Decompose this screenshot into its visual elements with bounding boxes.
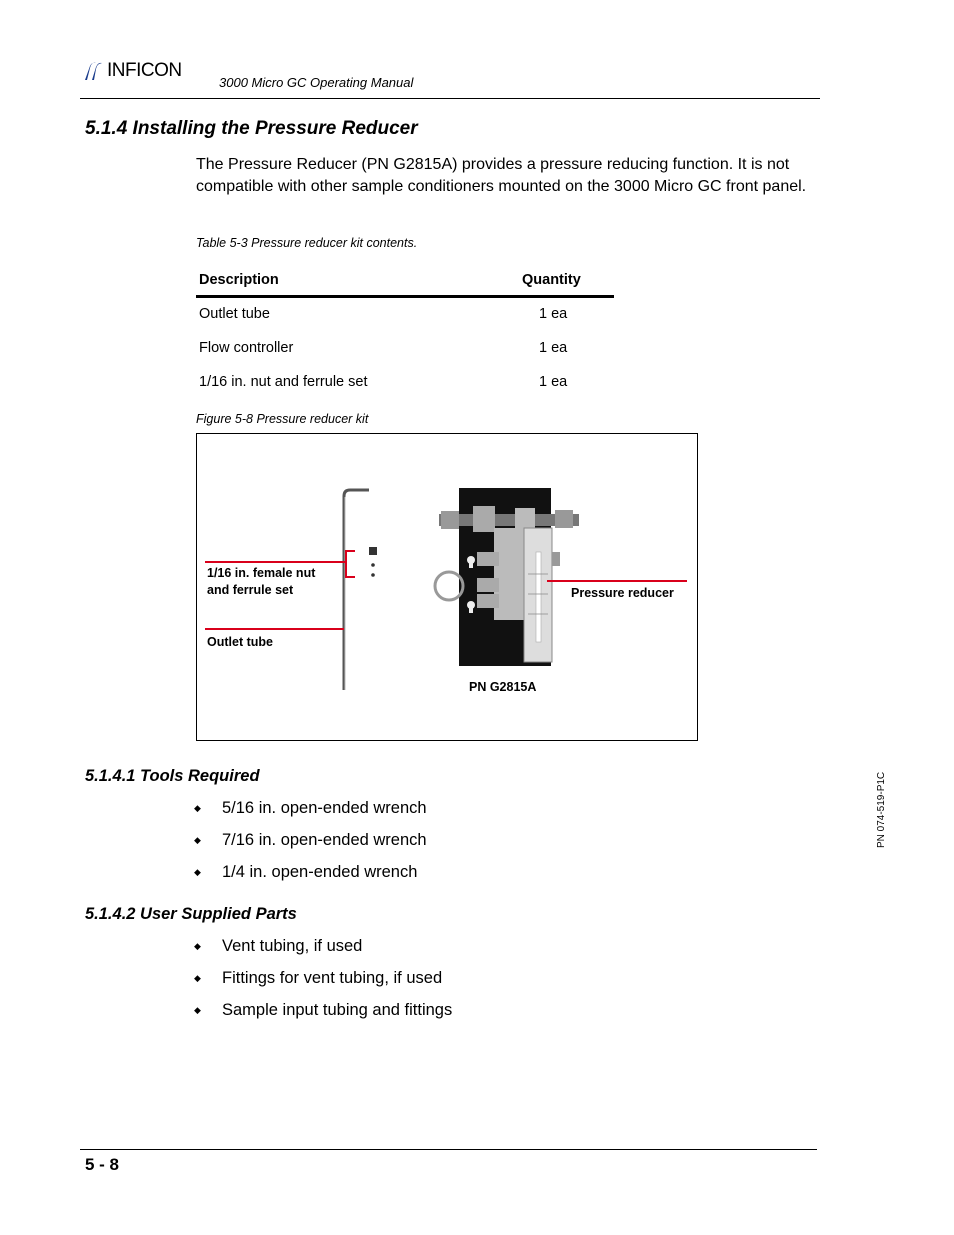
table-header-quantity: Quantity bbox=[522, 272, 581, 288]
table-row-description: Outlet tube bbox=[199, 306, 270, 322]
table-row-quantity: 1 ea bbox=[539, 340, 568, 356]
footer-rule bbox=[80, 1149, 817, 1150]
inficon-logo bbox=[82, 60, 182, 82]
document-part-number: PN 074-519-P1C bbox=[876, 771, 887, 848]
callout-pressure-reducer: Pressure reducer bbox=[571, 586, 674, 600]
manual-title: 3000 Micro GC Operating Manual bbox=[219, 75, 414, 90]
intro-paragraph: The Pressure Reducer (PN G2815A) provides a pressure reducing function. It is not compatible with other sample conditioners mounted on the 3000 Micro GC front panel. bbox=[196, 156, 807, 195]
table-header-description: Description bbox=[199, 272, 279, 288]
table-caption: Table 5-3 Pressure reducer kit contents. bbox=[196, 236, 418, 250]
section-title: 5.1.4 Installing the Pressure Reducer bbox=[85, 118, 418, 139]
brand-name: INFICON bbox=[107, 60, 182, 81]
callout-line-outlet bbox=[205, 628, 344, 630]
callout-part-number: PN G2815A bbox=[469, 680, 537, 694]
callout-line-reducer bbox=[547, 580, 687, 582]
list-item: ◆ 7/16 in. open-ended wrench bbox=[194, 831, 427, 849]
table-header-rule bbox=[196, 295, 614, 298]
callout-line-nut bbox=[205, 561, 347, 563]
diamond-bullet-icon: ◆ bbox=[194, 835, 201, 845]
table-row-description: 1/16 in. nut and ferrule set bbox=[199, 374, 368, 390]
tools-heading: 5.1.4.1 Tools Required bbox=[85, 767, 260, 785]
diamond-bullet-icon: ◆ bbox=[194, 1005, 201, 1015]
parts-heading: 5.1.4.2 User Supplied Parts bbox=[85, 905, 297, 923]
table-row-description: Flow controller bbox=[199, 340, 294, 356]
diamond-bullet-icon: ◆ bbox=[194, 941, 201, 951]
header-rule bbox=[80, 98, 820, 99]
table-row-quantity: 1 ea bbox=[539, 374, 568, 390]
figure-caption: Figure 5-8 Pressure reducer kit bbox=[196, 412, 369, 426]
list-item: ◆ Vent tubing, if used bbox=[194, 937, 363, 955]
diamond-bullet-icon: ◆ bbox=[194, 803, 201, 813]
callout-outlet-tube: Outlet tube bbox=[207, 635, 273, 649]
list-item: ◆ Sample input tubing and fittings bbox=[194, 1001, 453, 1019]
callout-bracket-nut bbox=[345, 550, 355, 578]
callout-nut-ferrule: 1/16 in. female nut and ferrule set bbox=[207, 566, 316, 597]
list-item: ◆ 5/16 in. open-ended wrench bbox=[194, 799, 427, 817]
inficon-mark-icon bbox=[82, 60, 104, 82]
table-row-quantity: 1 ea bbox=[539, 306, 568, 322]
list-item: ◆ 1/4 in. open-ended wrench bbox=[194, 863, 418, 881]
figure-frame bbox=[196, 433, 698, 741]
diamond-bullet-icon: ◆ bbox=[194, 867, 201, 877]
list-item: ◆ Fittings for vent tubing, if used bbox=[194, 969, 443, 987]
page-number: 5 - 8 bbox=[85, 1155, 120, 1174]
diamond-bullet-icon: ◆ bbox=[194, 973, 201, 983]
